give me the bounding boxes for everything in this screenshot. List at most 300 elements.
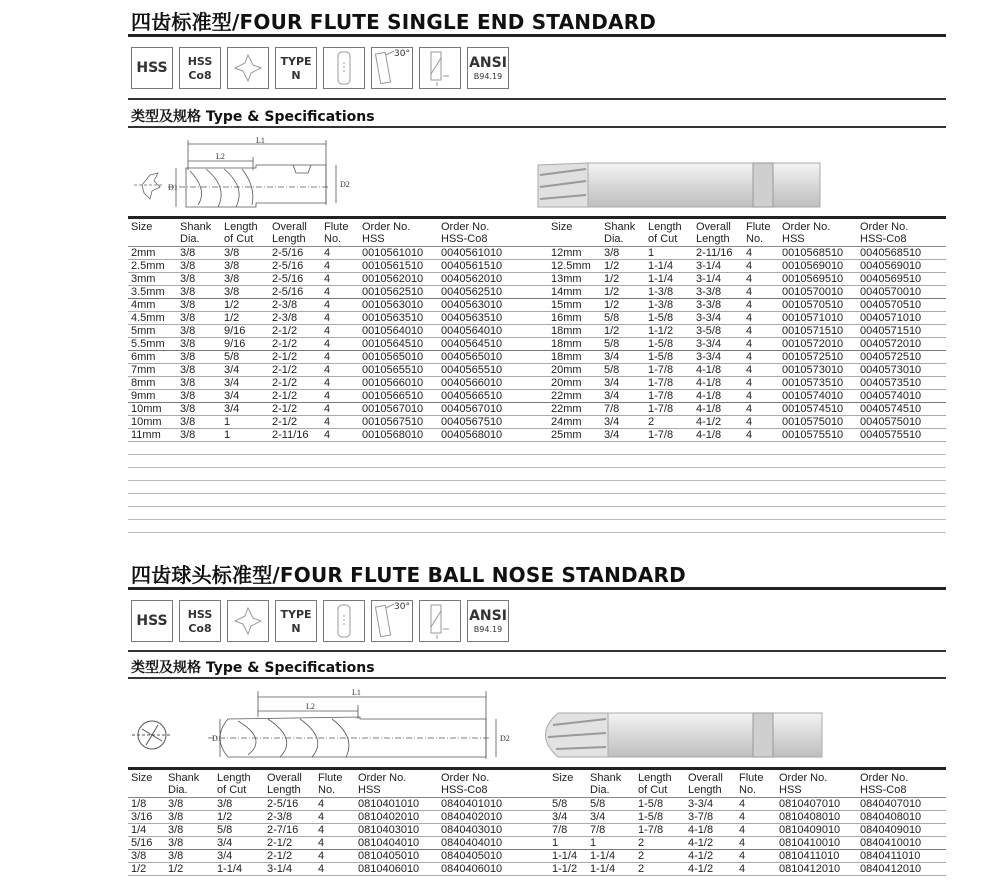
table-cell: 12.5mm (551, 260, 591, 272)
table-cell: 1-7/8 (648, 364, 674, 376)
column-header: Overall Length (272, 221, 307, 245)
icon-label: B94.19 (473, 71, 503, 81)
table-cell: 3/8 (180, 364, 196, 376)
icon-label: ANSI (469, 607, 507, 624)
table-cell: 0040571510 (860, 325, 922, 337)
table-cell: 0040564010 (441, 325, 503, 337)
l1-label: L1 (352, 688, 361, 697)
table-cell: 8mm (131, 377, 156, 389)
divider (128, 650, 946, 652)
table-cell: 0010574510 (782, 403, 844, 415)
table-cell: 1-1/2 (648, 325, 674, 337)
table-cell: 4-1/2 (688, 863, 714, 875)
table-cell: 0040573010 (860, 364, 922, 376)
table-cell: 3-3/8 (696, 299, 722, 311)
column-header: Length of Cut (648, 221, 682, 245)
table-row (128, 863, 946, 876)
table-cell: 0010573010 (782, 364, 844, 376)
empty-row (128, 455, 946, 468)
table-cell: 4 (746, 260, 753, 272)
table-row (128, 338, 946, 351)
column-header: Shank Dia. (590, 772, 622, 796)
table-cell: 2 (638, 837, 645, 849)
table-cell: 0010572010 (782, 338, 844, 350)
table-cell: 1 (552, 837, 559, 849)
table-row (128, 390, 946, 403)
table-cell: 4mm (131, 299, 156, 311)
table-row (128, 850, 946, 863)
table-cell: 3/8 (180, 390, 196, 402)
table-cell: 1-1/2 (552, 863, 578, 875)
icon-label: TYPE (280, 54, 312, 68)
table-cell: 4 (746, 351, 753, 363)
table-cell: 4 (746, 325, 753, 337)
table-cell: 0840407010 (860, 798, 922, 810)
table-row (128, 364, 946, 377)
table-cell: 4-1/2 (688, 837, 714, 849)
table-cell: 0040564510 (441, 338, 503, 350)
table-cell: 4 (324, 286, 331, 298)
column-header: Length of Cut (224, 221, 258, 245)
table-cell: 9mm (131, 390, 156, 402)
column-header: Order No. HSS (782, 221, 831, 245)
column-header: Order No. HSS (362, 221, 411, 245)
table-cell: 0040571010 (860, 312, 922, 324)
table-cell: 3/8 (168, 798, 184, 810)
empty-row (128, 507, 946, 520)
table-cell: 3/8 (180, 429, 196, 441)
hss-icon (131, 47, 173, 89)
icon-label: TYPE (280, 607, 312, 621)
divider (128, 98, 946, 100)
table-cell: 12mm (551, 247, 582, 259)
table-row (128, 273, 946, 286)
table-cell: 1/4 (131, 824, 147, 836)
table-cell: 5/8 (604, 364, 620, 376)
empty-row (128, 468, 946, 481)
table-cell: 1-1/4 (552, 850, 578, 862)
table-cell: 3/8 (180, 403, 196, 415)
table-cell: 3/8 (217, 798, 233, 810)
table-cell: 5/16 (131, 837, 153, 849)
table-cell: 3/4 (224, 403, 240, 415)
table-cell: 3-3/4 (696, 351, 722, 363)
section-title-four-flute-ball-nose: 四齿球头标准型/FOUR FLUTE BALL NOSE STANDARD (131, 563, 686, 587)
table-row (128, 351, 946, 364)
table-cell: 0010563010 (362, 299, 424, 311)
table-cell: 10mm (131, 403, 162, 415)
table-row (128, 286, 946, 299)
table-cell: 3/4 (604, 390, 620, 402)
table-cell: 7mm (131, 364, 156, 376)
table-cell: 2 (638, 850, 645, 862)
l2-label: L2 (216, 152, 225, 161)
table-cell: 0010573510 (782, 377, 844, 389)
table-cell: 0840404010 (441, 837, 503, 849)
column-header: Order No. HSS-Co8 (441, 221, 490, 245)
table-cell: 4 (746, 403, 753, 415)
table-cell: 0010572510 (782, 351, 844, 363)
icon-label: Co8 (188, 68, 212, 82)
table-cell: 0040570010 (860, 286, 922, 298)
divider (128, 216, 946, 219)
table-cell: 0040572010 (860, 338, 922, 350)
table-cell: 3/4 (604, 416, 620, 428)
table-cell: 3-3/4 (696, 338, 722, 350)
four-flute-icon (227, 47, 269, 89)
table-cell: 1-7/8 (648, 377, 674, 389)
column-header: Size (552, 772, 574, 784)
table-cell: 1-7/8 (648, 390, 674, 402)
table-cell: 3/8 (180, 299, 196, 311)
table-cell: 4 (746, 273, 753, 285)
table-cell: 0040568010 (441, 429, 503, 441)
table-cell: 0040561510 (441, 260, 503, 272)
table-cell: 4 (318, 824, 325, 836)
table-cell: 3-1/4 (267, 863, 293, 875)
table-cell: 7/8 (590, 824, 606, 836)
table-cell: 14mm (551, 286, 582, 298)
table-cell: 0040565010 (441, 351, 503, 363)
table-cell: 4 (739, 811, 746, 823)
icon-label: N (291, 621, 301, 635)
table-cell: 1/2 (604, 286, 620, 298)
table-cell: 1-7/8 (648, 429, 674, 441)
table-cell: 0040567010 (441, 403, 503, 415)
four-flute-icon (227, 600, 269, 642)
table-row (128, 377, 946, 390)
table-cell: 0010562510 (362, 286, 424, 298)
table-cell: 24mm (551, 416, 582, 428)
table-cell: 3/8 (180, 260, 196, 272)
table-cell: 0010564510 (362, 338, 424, 350)
column-header: Length of Cut (217, 772, 251, 796)
table-cell: 0040562010 (441, 273, 503, 285)
table-cell: 3/8 (180, 325, 196, 337)
table-cell: 0010575510 (782, 429, 844, 441)
table-cell: 3-3/8 (696, 286, 722, 298)
table-cell: 2-1/2 (272, 364, 298, 376)
table-cell: 3-1/4 (696, 260, 722, 272)
section-subtitle: 类型及规格 Type & Specifications (131, 660, 375, 676)
helix-angle-label: 30° (394, 602, 410, 612)
table-cell: 4 (318, 811, 325, 823)
table-cell: 2-11/16 (696, 247, 733, 259)
feature-icons (131, 47, 509, 89)
table-cell: 4 (746, 286, 753, 298)
table-cell: 1-3/8 (648, 299, 674, 311)
table-cell: 1-7/8 (638, 824, 664, 836)
table-cell: 3-1/4 (696, 273, 722, 285)
table-cell: 0040570510 (860, 299, 922, 311)
table-cell: 1-5/8 (648, 351, 674, 363)
table-cell: 1/2 (168, 863, 184, 875)
section-subtitle: 类型及规格 Type & Specifications (131, 109, 375, 125)
table-cell: 7/8 (552, 824, 568, 836)
table-cell: 0040565510 (441, 364, 503, 376)
table-cell: 3/8 (180, 351, 196, 363)
table-cell: 1/2 (604, 325, 620, 337)
column-header: Order No. HSS-Co8 (860, 221, 909, 245)
table-cell: 5/8 (604, 312, 620, 324)
column-header: Size (551, 221, 573, 233)
column-header: Flute No. (318, 772, 343, 796)
table-cell: 3/8 (180, 416, 196, 428)
table-cell: 3/8 (180, 286, 196, 298)
divider (128, 587, 946, 590)
table-cell: 0040567510 (441, 416, 503, 428)
table-cell: 3/8 (180, 312, 196, 324)
table-cell: 0040566510 (441, 390, 503, 402)
shank-icon (323, 47, 365, 89)
end-view-icon (132, 721, 172, 749)
table-cell: 0010567010 (362, 403, 424, 415)
column-header: Order No. HSS-Co8 (441, 772, 490, 796)
table-cell: 1-5/8 (638, 811, 664, 823)
table-cell: 1/2 (604, 260, 620, 272)
column-header: Shank Dia. (168, 772, 200, 796)
table-cell: 1/2 (224, 299, 240, 311)
table-cell: 3/4 (590, 811, 606, 823)
table-cell: 4-1/8 (696, 390, 722, 402)
table-cell: 4 (318, 863, 325, 875)
table-cell: 0040561010 (441, 247, 503, 259)
table-cell: 3/8 (604, 247, 620, 259)
table-cell: 2-1/2 (272, 390, 298, 402)
table-cell: 4 (739, 850, 746, 862)
table-cell: 0010574010 (782, 390, 844, 402)
table-cell: 3/8 (180, 338, 196, 350)
table-cell: 1-7/8 (648, 403, 674, 415)
column-header: Size (131, 221, 153, 233)
table-cell: 3-5/8 (696, 325, 722, 337)
table-cell: 0010569010 (782, 260, 844, 272)
table-cell: 4 (746, 299, 753, 311)
table-cell: 4-1/2 (688, 850, 714, 862)
table-cell: 5.5mm (131, 338, 165, 350)
empty-row (128, 494, 946, 507)
table-cell: 11mm (131, 429, 161, 441)
table-cell: 0010570510 (782, 299, 844, 311)
column-header: Order No. HSS-Co8 (860, 772, 909, 796)
table-cell: 20mm (551, 377, 582, 389)
table-cell: 4-1/8 (696, 429, 722, 441)
table-cell: 0010571510 (782, 325, 844, 337)
table-cell: 4 (324, 260, 331, 272)
table-cell: 1/8 (131, 798, 147, 810)
table-cell: 2-1/2 (272, 416, 298, 428)
table-cell: 20mm (551, 364, 582, 376)
table-cell: 0810412010 (779, 863, 841, 875)
icon-label: N (291, 68, 301, 82)
table-cell: 4 (739, 824, 746, 836)
d1-label: D1 (168, 183, 178, 192)
table-cell: 4 (746, 364, 753, 376)
table-cell: 0840402010 (441, 811, 503, 823)
table-cell: 1/2 (131, 863, 147, 875)
end-mill-photo (538, 163, 820, 207)
table-cell: 4 (324, 325, 331, 337)
table-cell: 0810410010 (779, 837, 841, 849)
icon-label: HSS (187, 54, 213, 68)
l2-label: L2 (306, 702, 315, 711)
end-mill-diagram (128, 135, 946, 215)
table-row (128, 247, 946, 260)
table-cell: 0040569010 (860, 260, 922, 272)
icon-label: HSS (136, 613, 168, 629)
table-cell: 9/16 (224, 338, 246, 350)
table-cell: 1-1/4 (217, 863, 243, 875)
table-cell: 0840408010 (860, 811, 922, 823)
table-cell: 0010568510 (782, 247, 844, 259)
table-cell: 1 (224, 429, 231, 441)
icon-label: Co8 (188, 621, 212, 635)
hss-icon (131, 600, 173, 642)
table-cell: 0040573510 (860, 377, 922, 389)
table-cell: 3/8 (224, 273, 240, 285)
column-header: Flute No. (324, 221, 349, 245)
type-n-icon (275, 600, 317, 642)
table-cell: 2-1/2 (267, 850, 293, 862)
table-cell: 4 (739, 863, 746, 875)
table-cell: 1/2 (224, 312, 240, 324)
table-cell: 2-5/16 (272, 247, 304, 259)
table-cell: 1-5/8 (648, 312, 674, 324)
table-cell: 1-1/4 (648, 273, 674, 285)
table-cell: 3/8 (131, 850, 147, 862)
side-view-drawing (168, 140, 336, 207)
table-cell: 0010561010 (362, 247, 424, 259)
table-cell: 3/8 (224, 260, 240, 272)
ansi-icon (467, 47, 509, 89)
table-cell: 2.5mm (131, 260, 165, 272)
table-cell: 0040563010 (441, 299, 503, 311)
table-cell: 0840409010 (860, 824, 922, 836)
table-cell: 0840403010 (441, 824, 503, 836)
type-n-icon (275, 47, 317, 89)
table-cell: 22mm (551, 390, 582, 402)
table-cell: 2-1/2 (272, 403, 298, 415)
table-cell: 4 (324, 429, 331, 441)
column-header: Shank Dia. (180, 221, 212, 245)
helix-angle-label: 30° (394, 49, 410, 59)
icon-label: B94.19 (473, 624, 503, 634)
table-cell: 5/8 (590, 798, 606, 810)
table-cell: 1-5/8 (648, 338, 674, 350)
table-cell: 1-1/4 (648, 260, 674, 272)
table-cell: 2-5/16 (272, 286, 304, 298)
table-cell: 0810403010 (358, 824, 420, 836)
table-row (128, 811, 946, 824)
end-view-icon (134, 173, 164, 199)
column-header: Overall Length (688, 772, 723, 796)
specifications-table-2 (128, 772, 946, 876)
helix-30-icon (371, 600, 413, 642)
table-cell: 3/16 (131, 811, 153, 823)
column-header: Overall Length (267, 772, 302, 796)
ansi-icon (467, 600, 509, 642)
empty-row (128, 442, 946, 455)
table-row (128, 260, 946, 273)
table-cell: 3/4 (217, 837, 233, 849)
table-row (128, 429, 946, 442)
table-cell: 0810409010 (779, 824, 841, 836)
table-cell: 0040575510 (860, 429, 922, 441)
table-cell: 3/4 (604, 351, 620, 363)
table-cell: 0040574510 (860, 403, 922, 415)
table-cell: 4 (746, 416, 753, 428)
table-cell: 5/8 (224, 351, 240, 363)
table-cell: 1/2 (604, 273, 620, 285)
table-cell: 0010570010 (782, 286, 844, 298)
table-cell: 3mm (131, 273, 156, 285)
shank-icon (323, 600, 365, 642)
table-cell: 0040575010 (860, 416, 922, 428)
table-cell: 0010561510 (362, 260, 424, 272)
table-cell: 0010569510 (782, 273, 844, 285)
side-view-drawing (208, 691, 496, 759)
table-cell: 3/4 (552, 811, 568, 823)
table-cell: 2-1/2 (272, 377, 298, 389)
table-row (128, 416, 946, 429)
table-row (128, 325, 946, 338)
table-cell: 3/4 (224, 377, 240, 389)
icon-label: HSS (136, 60, 168, 76)
table-cell: 0810407010 (779, 798, 841, 810)
table-cell: 4.5mm (131, 312, 165, 324)
table-cell: 0010566010 (362, 377, 424, 389)
table-cell: 25mm (551, 429, 582, 441)
table-cell: 4 (746, 377, 753, 389)
table-cell: 0840405010 (441, 850, 503, 862)
table-cell: 2-3/8 (272, 312, 298, 324)
table-cell: 1-5/8 (638, 798, 664, 810)
table-cell: 0040569510 (860, 273, 922, 285)
empty-row (128, 520, 946, 533)
table-cell: 3/8 (180, 247, 196, 259)
table-cell: 0040566010 (441, 377, 503, 389)
table-cell: 3/4 (224, 390, 240, 402)
table-cell: 1-1/4 (590, 850, 616, 862)
specifications-table-1 (128, 221, 946, 533)
table-cell: 3-3/4 (688, 798, 714, 810)
table-cell: 0840401010 (441, 798, 503, 810)
l1-label: L1 (256, 136, 265, 145)
section-title-four-flute-single-end: 四齿标准型/FOUR FLUTE SINGLE END STANDARD (131, 10, 657, 34)
table-cell: 4-1/8 (696, 403, 722, 415)
table-cell: 0010571010 (782, 312, 844, 324)
table-cell: 0010564010 (362, 325, 424, 337)
table-cell: 18mm (551, 351, 582, 363)
table-cell: 4 (324, 364, 331, 376)
table-cell: 2-3/8 (272, 299, 298, 311)
icon-label: HSS (187, 607, 213, 621)
table-cell: 4 (324, 247, 331, 259)
table-cell: 0840410010 (860, 837, 922, 849)
table-cell: 3/8 (224, 286, 240, 298)
column-header: Shank Dia. (604, 221, 636, 245)
table-cell: 2-5/16 (267, 798, 299, 810)
icon-label: ANSI (469, 54, 507, 71)
table-cell: 4 (324, 416, 331, 428)
table-cell: 0810405010 (358, 850, 420, 862)
table-cell: 3/8 (168, 811, 184, 823)
table-cell: 16mm (551, 312, 582, 324)
table-cell: 4 (739, 798, 746, 810)
table-cell: 4 (318, 798, 325, 810)
ball-nose-diagram (128, 685, 946, 767)
table-cell: 0040562510 (441, 286, 503, 298)
